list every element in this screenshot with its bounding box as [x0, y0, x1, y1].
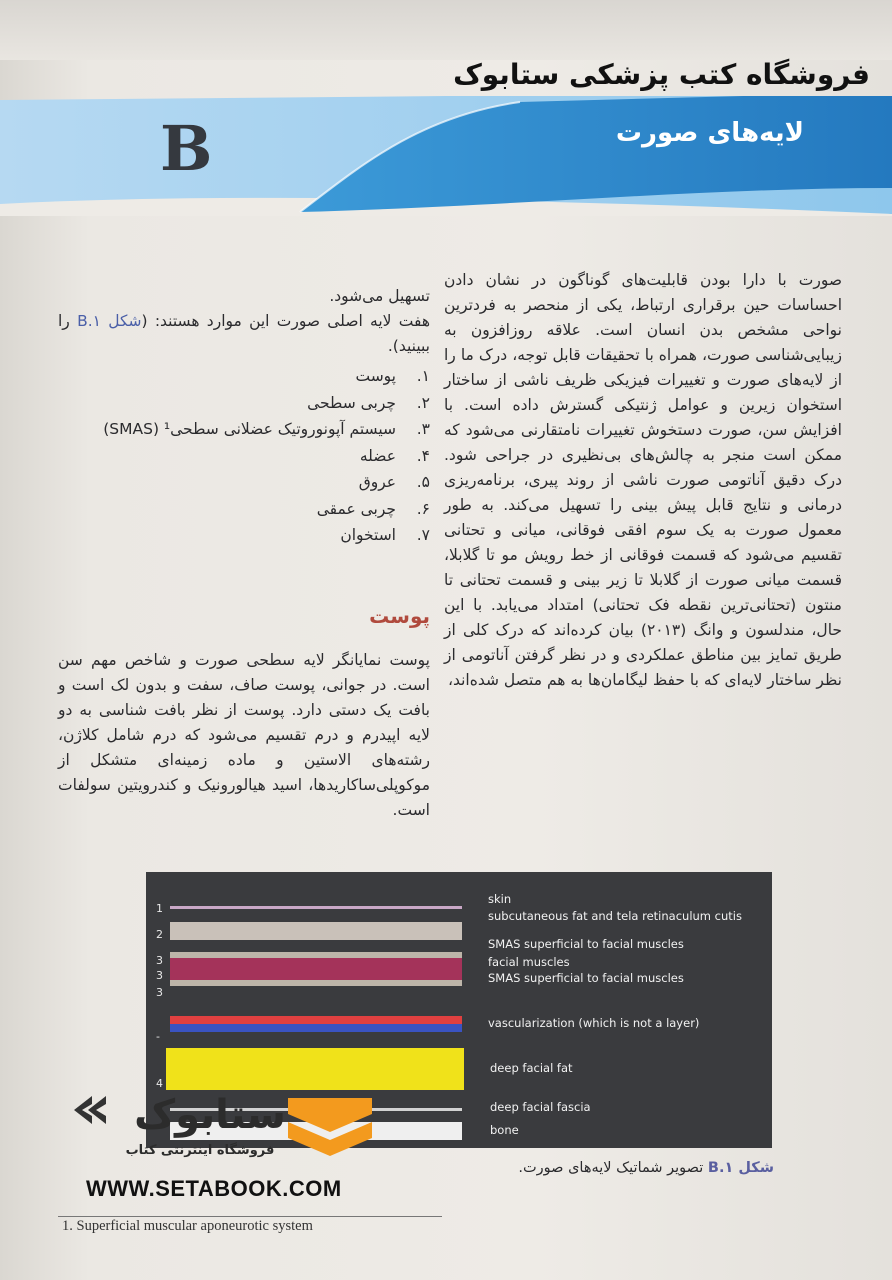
list-item — [58, 469, 430, 496]
list-text: عضله — [359, 446, 396, 465]
caption-label: شکل B.۱ — [707, 1160, 774, 1176]
figure-label: facial muscles — [488, 955, 570, 969]
figure-caption — [518, 1160, 774, 1176]
layer-vein — [170, 1024, 462, 1032]
footnote: 1. Superficial muscular aponeurotic system — [62, 1218, 313, 1234]
layer-deep-fat — [166, 1048, 464, 1090]
section-heading-skin: پوست — [369, 604, 430, 628]
list-item — [58, 416, 430, 443]
layer-number: - — [156, 1030, 160, 1043]
list-text: چربی سطحی — [307, 393, 396, 412]
list-number: ۵. — [416, 473, 430, 491]
store-title: فروشگاه کتب پزشکی ستابوک — [453, 58, 870, 91]
layers-intro — [58, 284, 430, 549]
footnote-divider — [58, 1216, 442, 1217]
layer-number: 2 — [156, 928, 163, 941]
setabook-logo — [70, 1088, 390, 1168]
caption-text: تصویر شماتیک لایه‌های صورت. — [518, 1160, 704, 1176]
layer-facial-muscles — [170, 958, 462, 980]
list-item — [58, 363, 430, 390]
list-number: ۱. — [416, 367, 430, 385]
layers-lead-tail: را ببینید). — [58, 312, 430, 355]
list-item — [58, 443, 430, 470]
list-number: ۲. — [416, 393, 430, 412]
figure-label: deep facial fat — [490, 1061, 573, 1075]
figure-label: vascularization (which is not a layer) — [488, 1016, 700, 1030]
page-top-edge — [0, 0, 892, 60]
intro-paragraph: صورت با دارا بودن قابلیت‌های گوناگون در نشان دادن احساسات حین برقراری ارتباط، یکی از منحصر به فردترین نواحی مشخص بدن انسان است. علاقه روزافزون به زیبایی‌شناسی صورت، همراه با تحقیقات قابل توجه، درک ما را از لایه‌های صورت و تغییرات فیزیکی ظریف ناشی از ساختار استخوان زیرین و عوامل ژنتیکی گسترش داده است. با افزایش سن، صورت دستخوش تغییرات نامتقارنی می‌شود که ممکن است منجر به چالش‌های بی‌نظیری در جراحی شود. درک دقیق آناتومی صورت ناشی از روند پیری، برنامه‌ریزی درمانی و نتایج قابل پیش بینی را تسهیل می‌کند. به طور معمول صورت به یک سوم افقی فوقانی، میانی و تحتانی تقسیم می‌شود که قسمت فوقانی از خط رویش مو تا گلابلا، قسمت میانی صورت از گلابلا تا زیر بینی و قسمت تحتانی تا منتون (تحتانی‌ترین نقطه فک تحتانی) امتداد می‌یابد. با این حال، مندلسون و وانگ (۲۰۱۳) بیان کرده‌اند که درک کلی از طریق تمایز بین مناطق عملکردی و در نظر گرفتن آناتومی از نظر ساختار لایه‌ای که با حفظ لیگامان‌ها به هم متصل شده‌اند، — [444, 271, 842, 689]
list-number: ۷. — [416, 526, 430, 544]
list-number: ۴. — [416, 446, 430, 465]
layers-list — [58, 363, 430, 549]
layers-lead-text: هفت لایه اصلی صورت این موارد هستند: ( — [141, 312, 431, 330]
chapter-title: لایه‌های صورت — [615, 118, 804, 148]
layers-lead — [58, 309, 430, 359]
layer-smas-bottom — [170, 980, 462, 986]
intro-continuation: تسهیل می‌شود. — [329, 287, 430, 305]
skin-paragraph: پوست نمایانگر لایه سطحی صورت و شاخص مهم سن است. در جوانی، پوست صاف، سفت و بدون لک است و بافت یک دستی دارد. پوست از نظر بافت شناسی به دو لایه اپیدرم و درم تقسیم می‌شود که درم شامل کلاژن، رشته‌های الاستین و ماده زمینه‌ای متشکل از موکوپلی‌ساکاریدها، اسید هیالورونیک و کندرویتین سولفات است. — [58, 651, 430, 819]
figure-label: SMAS superficial to facial muscles — [488, 971, 684, 985]
list-number: ۶. — [416, 499, 430, 518]
layer-number: 3 — [156, 954, 163, 967]
list-text: چربی عمقی — [316, 499, 396, 518]
layer-artery — [170, 1016, 462, 1024]
layer-number: 4 — [156, 1077, 163, 1090]
list-text: پوست — [355, 367, 396, 385]
list-number: ۳. — [416, 420, 430, 438]
list-text: سیستم آپونوروتیک عضلانی سطحی¹ (SMAS) — [103, 420, 396, 438]
list-item — [58, 496, 430, 523]
layer-number: 3 — [156, 969, 163, 982]
figure-label: bone — [490, 1123, 519, 1137]
layer-number: 3 — [156, 986, 163, 999]
svg-text:ستابوک: ستابوک — [134, 1092, 286, 1138]
figure-label: SMAS superficial to facial muscles — [488, 937, 684, 951]
list-item — [58, 390, 430, 417]
chapter-letter: B — [160, 112, 213, 185]
list-text: عروق — [358, 473, 396, 491]
figure-label: skin — [488, 892, 512, 906]
layer-subcutaneous-fat — [170, 922, 462, 940]
figure-reference-link[interactable]: شکل B.۱ — [77, 312, 142, 330]
figure-label: deep facial fascia — [490, 1100, 591, 1114]
list-text: استخوان — [340, 526, 396, 544]
site-url: WWW.SETABOOK.COM — [86, 1176, 342, 1201]
layer-skin-line — [170, 906, 462, 909]
layer-number: 1 — [156, 902, 163, 915]
svg-text:فروشگاه اینترنتی کتاب: فروشگاه اینترنتی کتاب — [125, 1143, 275, 1158]
chapter-banner — [0, 96, 892, 216]
figure-label: subcutaneous fat and tela retinaculum cutis — [488, 909, 742, 923]
list-item — [58, 522, 430, 549]
